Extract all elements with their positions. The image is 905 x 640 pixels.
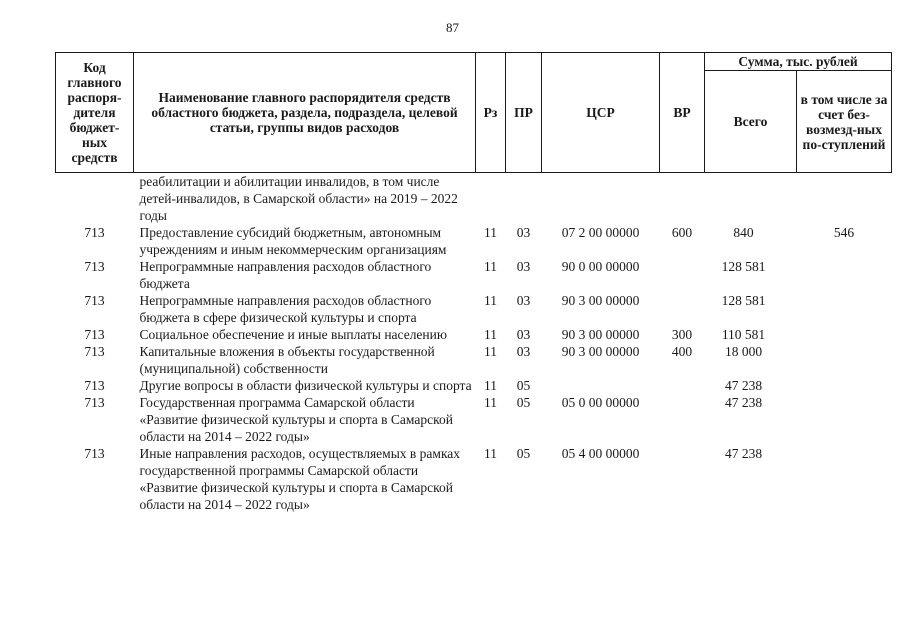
cell-pr: 03 bbox=[516, 293, 531, 308]
cell-csr: 05 0 00 00000 bbox=[561, 395, 640, 410]
table-row bbox=[56, 326, 892, 343]
cell-name: Иные направления расходов, осуществляемых в рамках государственной программы Самарской области «Развитие физической культуры и спорта в Самарской области на 2014 – 2022 годы» bbox=[139, 446, 461, 512]
cell-pr: 03 bbox=[516, 259, 531, 274]
table-body bbox=[56, 173, 892, 514]
cell-name: реабилитации и абилитации инвалидов, в том числе детей-инвалидов, в Самарской области» на 2019 – 2022 годы bbox=[139, 174, 458, 223]
cell-total: 110 581 bbox=[721, 327, 766, 342]
cell-rz: 11 bbox=[484, 395, 497, 410]
cell-csr bbox=[542, 377, 660, 394]
table-row bbox=[56, 445, 892, 513]
cell-vr bbox=[660, 445, 705, 513]
cell-total: 128 581 bbox=[721, 293, 766, 308]
cell-incl bbox=[797, 377, 892, 394]
cell-code: 713 bbox=[84, 327, 105, 342]
header-name: Наименование главного распорядителя средств областного бюджета, раздела, подраздела, целевой статьи, группы видов расходов bbox=[134, 53, 476, 173]
cell-total: 47 238 bbox=[724, 395, 763, 410]
cell-code bbox=[56, 173, 134, 225]
cell-total: 128 581 bbox=[721, 259, 766, 274]
header-pr: ПР bbox=[506, 53, 542, 173]
cell-csr: 90 3 00 00000 bbox=[561, 293, 640, 308]
cell-csr: 05 4 00 00000 bbox=[561, 446, 640, 461]
cell-rz: 11 bbox=[484, 259, 497, 274]
cell-rz: 11 bbox=[484, 225, 497, 240]
cell-name: Непрограммные направления расходов областного бюджета bbox=[139, 259, 432, 291]
cell-rz: 11 bbox=[484, 293, 497, 308]
cell-incl bbox=[797, 445, 892, 513]
header-rz: Рз bbox=[476, 53, 506, 173]
budget-table bbox=[55, 52, 892, 513]
cell-vr: 300 bbox=[671, 327, 693, 342]
cell-csr: 07 2 00 00000 bbox=[561, 225, 640, 240]
table-row bbox=[56, 343, 892, 377]
cell-name: Социальное обеспечение и иные выплаты населению bbox=[139, 327, 447, 342]
table-row bbox=[56, 377, 892, 394]
cell-vr bbox=[660, 173, 705, 225]
cell-incl bbox=[797, 394, 892, 445]
cell-rz: 11 bbox=[484, 327, 497, 342]
header-vr: ВР bbox=[660, 53, 705, 173]
cell-pr: 05 bbox=[516, 395, 531, 410]
cell-code: 713 bbox=[84, 446, 105, 461]
cell-name: Непрограммные направления расходов областного бюджета в сфере физической культуры и спорта bbox=[139, 293, 432, 325]
cell-pr: 05 bbox=[516, 378, 531, 393]
cell-name: Другие вопросы в области физической культуры и спорта bbox=[139, 378, 472, 393]
cell-total: 47 238 bbox=[724, 378, 763, 393]
cell-rz: 11 bbox=[484, 378, 497, 393]
cell-incl bbox=[797, 292, 892, 326]
cell-incl bbox=[797, 326, 892, 343]
cell-vr: 600 bbox=[671, 225, 693, 240]
table-row bbox=[56, 394, 892, 445]
header-csr: ЦСР bbox=[542, 53, 660, 173]
page-number: 87 bbox=[446, 20, 459, 35]
cell-pr: 03 bbox=[516, 327, 531, 342]
cell-incl bbox=[797, 343, 892, 377]
cell-incl bbox=[797, 173, 892, 225]
cell-pr bbox=[506, 173, 542, 225]
cell-name: Предоставление субсидий бюджетным, автономным учреждениям и иным некоммерческим организациям bbox=[139, 225, 447, 257]
cell-code: 713 bbox=[84, 378, 105, 393]
cell-rz: 11 bbox=[484, 446, 497, 461]
cell-total bbox=[705, 173, 797, 225]
cell-pr: 05 bbox=[516, 446, 531, 461]
cell-vr bbox=[660, 292, 705, 326]
cell-incl bbox=[797, 258, 892, 292]
cell-total: 18 000 bbox=[724, 344, 763, 359]
header-total: Всего bbox=[705, 71, 797, 173]
table-row bbox=[56, 173, 892, 225]
cell-csr bbox=[542, 173, 660, 225]
cell-vr bbox=[660, 377, 705, 394]
cell-csr: 90 3 00 00000 bbox=[561, 344, 640, 359]
table-row bbox=[56, 292, 892, 326]
cell-name: Капитальные вложения в объекты государственной (муниципальной) собственности bbox=[139, 344, 435, 376]
cell-csr: 90 0 00 00000 bbox=[561, 259, 640, 274]
cell-name: Государственная программа Самарской области «Развитие физической культуры и спорта в Самарской области на 2014 – 2022 годы» bbox=[139, 395, 453, 444]
table-header bbox=[56, 53, 892, 173]
cell-code: 713 bbox=[84, 225, 105, 240]
cell-total: 47 238 bbox=[724, 446, 763, 461]
cell-incl: 546 bbox=[833, 225, 855, 240]
cell-code: 713 bbox=[84, 259, 105, 274]
table-row bbox=[56, 258, 892, 292]
cell-vr bbox=[660, 394, 705, 445]
cell-code: 713 bbox=[84, 344, 105, 359]
header-incl: в том числе за счет без-возмезд-ных по-ступлений bbox=[797, 71, 892, 173]
header-sum: Сумма, тыс. рублей bbox=[705, 53, 892, 71]
cell-vr bbox=[660, 258, 705, 292]
cell-code: 713 bbox=[84, 293, 105, 308]
cell-code: 713 bbox=[84, 395, 105, 410]
cell-rz: 11 bbox=[484, 344, 497, 359]
cell-pr: 03 bbox=[516, 225, 531, 240]
cell-rz bbox=[476, 173, 506, 225]
table-row bbox=[56, 224, 892, 258]
cell-pr: 03 bbox=[516, 344, 531, 359]
cell-vr: 400 bbox=[671, 344, 693, 359]
cell-total: 840 bbox=[733, 225, 754, 240]
header-code: Код главного распоря-дителя бюджет-ных средств bbox=[56, 53, 134, 173]
cell-csr: 90 3 00 00000 bbox=[561, 327, 640, 342]
